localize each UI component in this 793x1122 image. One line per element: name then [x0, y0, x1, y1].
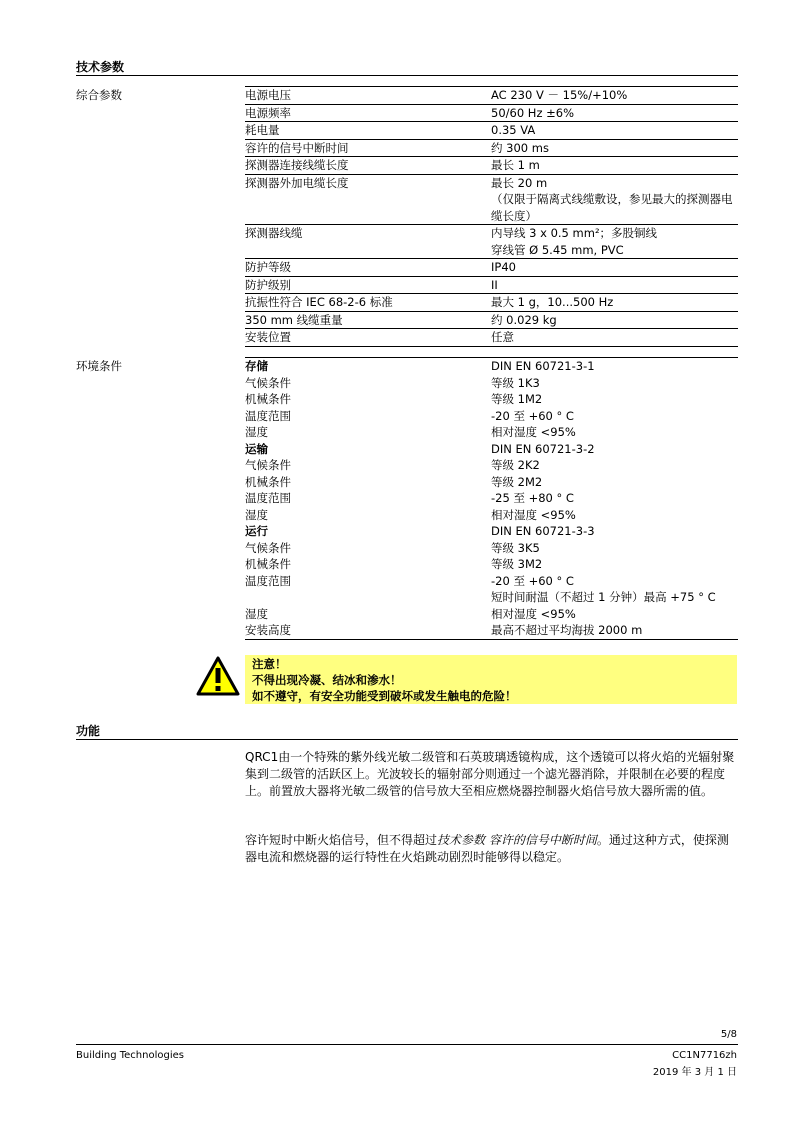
- page-number: 5/8: [720, 1029, 737, 1040]
- param-name: 温度范围: [245, 408, 291, 423]
- table-row: [245, 441, 738, 458]
- param-value: 等级 2M2: [491, 474, 543, 489]
- ref-interrupt-time: 容许的信号中断时间: [488, 833, 597, 847]
- ref-tech-params: 技术参数: [437, 833, 486, 847]
- param-value: 最长 1 m: [491, 158, 540, 172]
- param-name: 机械条件: [245, 392, 291, 406]
- table-row: [245, 622, 738, 640]
- function-paragraph-2: 容许短时中断火焰信号，但不得超过技术参数 容许的信号中断时间。通过这种方式，使探测器电流和燃烧器的运行特性在火焰跳动剧烈时能够得以稳定。: [245, 833, 729, 864]
- param-name: 气候条件: [245, 375, 291, 390]
- param-name: 防护级别: [245, 277, 291, 292]
- table-row: [245, 573, 738, 606]
- param-name: 350 mm 线缆重量: [245, 312, 343, 327]
- table-row: [245, 105, 738, 123]
- param-value: IP40: [491, 260, 516, 274]
- general-params-table: [245, 86, 738, 347]
- table-row: [245, 140, 738, 158]
- param-value: 50/60 Hz ±6%: [491, 105, 575, 120]
- function-paragraph-1: QRC1由一个特殊的紫外线光敏二级管和石英玻璃透镜构成，这个透镜可以将火焰的光辐射聚集到二级管的活跃区上。光波较长的辐射部分则通过一个滤光器消除，并限制在必要的程度上。前置放大器将光敏二级管的信号放大至相应燃烧器控制器火焰信号放大器所需的值。: [245, 750, 735, 798]
- table-row: [245, 358, 738, 375]
- param-value: 约 0.029 kg: [491, 312, 557, 327]
- footer-doc-id: CC1N7716zh: [672, 1050, 737, 1061]
- param-name: 运行: [245, 524, 268, 538]
- param-value: -20 至 +60 ° C: [491, 408, 574, 423]
- param-name: 存储: [245, 359, 268, 373]
- table-row: [245, 259, 738, 277]
- param-value: 约 300 ms: [491, 140, 549, 155]
- table-row: [245, 86, 738, 105]
- param-name: 气候条件: [245, 540, 291, 555]
- table-row: [245, 507, 738, 524]
- table-row: [245, 490, 738, 507]
- param-name: 探测器外加电缆长度: [245, 175, 349, 190]
- table-row: [245, 294, 738, 312]
- warning-triangle-icon: [196, 656, 240, 700]
- param-name: 容许的信号中断时间: [245, 140, 349, 155]
- table-row: [245, 391, 738, 408]
- param-value: AC 230 V － 15%/+10%: [491, 88, 628, 102]
- table-row: [245, 277, 738, 295]
- param-value: 0.35 VA: [491, 123, 536, 137]
- param-name: 温度范围: [245, 573, 291, 588]
- param-value: 等级 1M2: [491, 392, 543, 406]
- param-value: 最长 20 m （仅限于隔离式线缆敷设，参见最大的探测器电缆长度）: [491, 175, 733, 223]
- warning-title: 注意！: [252, 657, 287, 671]
- table-row: [245, 175, 738, 226]
- section-title-tech-params: 技术参数: [76, 60, 125, 74]
- table-row: [245, 225, 738, 259]
- table-row: [245, 329, 738, 347]
- table-row: [245, 122, 738, 140]
- param-value: DIN EN 60721-3-2: [491, 441, 595, 456]
- param-value: 等级 3K5: [491, 540, 540, 555]
- general-params-label: 综合参数: [76, 88, 122, 102]
- param-name: 抗振性符合 IEC 68-2-6 标准: [245, 295, 393, 309]
- param-value: DIN EN 60721-3-3: [491, 524, 595, 538]
- param-name: 湿度: [245, 606, 268, 621]
- param-value: -25 至 +80 ° C: [491, 491, 574, 505]
- table-row: [245, 424, 738, 441]
- table-row: [245, 408, 738, 425]
- heading-rule: [76, 75, 738, 76]
- param-name: 机械条件: [245, 557, 291, 571]
- param-value: DIN EN 60721-3-1: [491, 359, 595, 373]
- param-name: 探测器连接线缆长度: [245, 158, 349, 172]
- param-name: 电源电压: [245, 88, 291, 102]
- param-name: 安装位置: [245, 330, 291, 344]
- param-value: 相对湿度 <95%: [491, 507, 576, 522]
- warning-text-2: 如不遵守，有安全功能受到破坏或发生触电的危险！: [252, 689, 517, 703]
- param-name: 耗电量: [245, 123, 280, 137]
- footer-date: 2019 年 3 月 1 日: [652, 1067, 737, 1078]
- footer-rule: [76, 1044, 738, 1045]
- param-value: 等级 1K3: [491, 375, 540, 390]
- param-name: 温度范围: [245, 491, 291, 505]
- param-value: II: [491, 277, 498, 292]
- table-row: [245, 157, 738, 175]
- param-value: 相对湿度 <95%: [491, 425, 576, 439]
- table-row: [245, 523, 738, 540]
- environment-table: [245, 357, 738, 640]
- param-name: 防护等级: [245, 260, 291, 274]
- table-row: [245, 375, 738, 392]
- table-row: [245, 312, 738, 330]
- param-name: 湿度: [245, 425, 268, 439]
- param-name: 气候条件: [245, 458, 291, 472]
- table-row: [245, 474, 738, 491]
- section-title-function: 功能: [76, 724, 101, 738]
- heading-rule: [76, 739, 738, 740]
- param-name: 运输: [245, 441, 268, 456]
- table-row: [245, 540, 738, 557]
- table-row: [245, 556, 738, 573]
- warning-box: [245, 655, 737, 704]
- table-row: [245, 457, 738, 474]
- environment-label: 环境条件: [76, 359, 122, 373]
- warning-text-1: 不得出现冷凝、结冰和渗水！: [252, 673, 402, 687]
- param-name: 机械条件: [245, 474, 291, 489]
- param-value: 相对湿度 <95%: [491, 606, 576, 621]
- param-name: 安装高度: [245, 623, 291, 637]
- param-value: 最高不超过平均海拔 2000 m: [491, 623, 643, 637]
- param-name: 探测器线缆: [245, 226, 303, 240]
- param-name: 电源频率: [245, 105, 291, 120]
- param-value: 任意: [491, 330, 514, 344]
- param-name: 湿度: [245, 507, 268, 522]
- table-row: [245, 606, 738, 623]
- param-value: 等级 2K2: [491, 458, 540, 472]
- param-value: 最大 1 g，10...500 Hz: [491, 295, 614, 309]
- footer-company: Building Technologies: [76, 1050, 184, 1061]
- param-value: 等级 3M2: [491, 557, 543, 571]
- param-value: -20 至 +60 ° C 短时间耐温（不超过 1 分钟）最高 +75 ° C: [491, 573, 716, 604]
- param-value: 内导线 3 x 0.5 mm²；多股铜线 穿线管 Ø 5.45 mm, PVC: [491, 226, 658, 257]
